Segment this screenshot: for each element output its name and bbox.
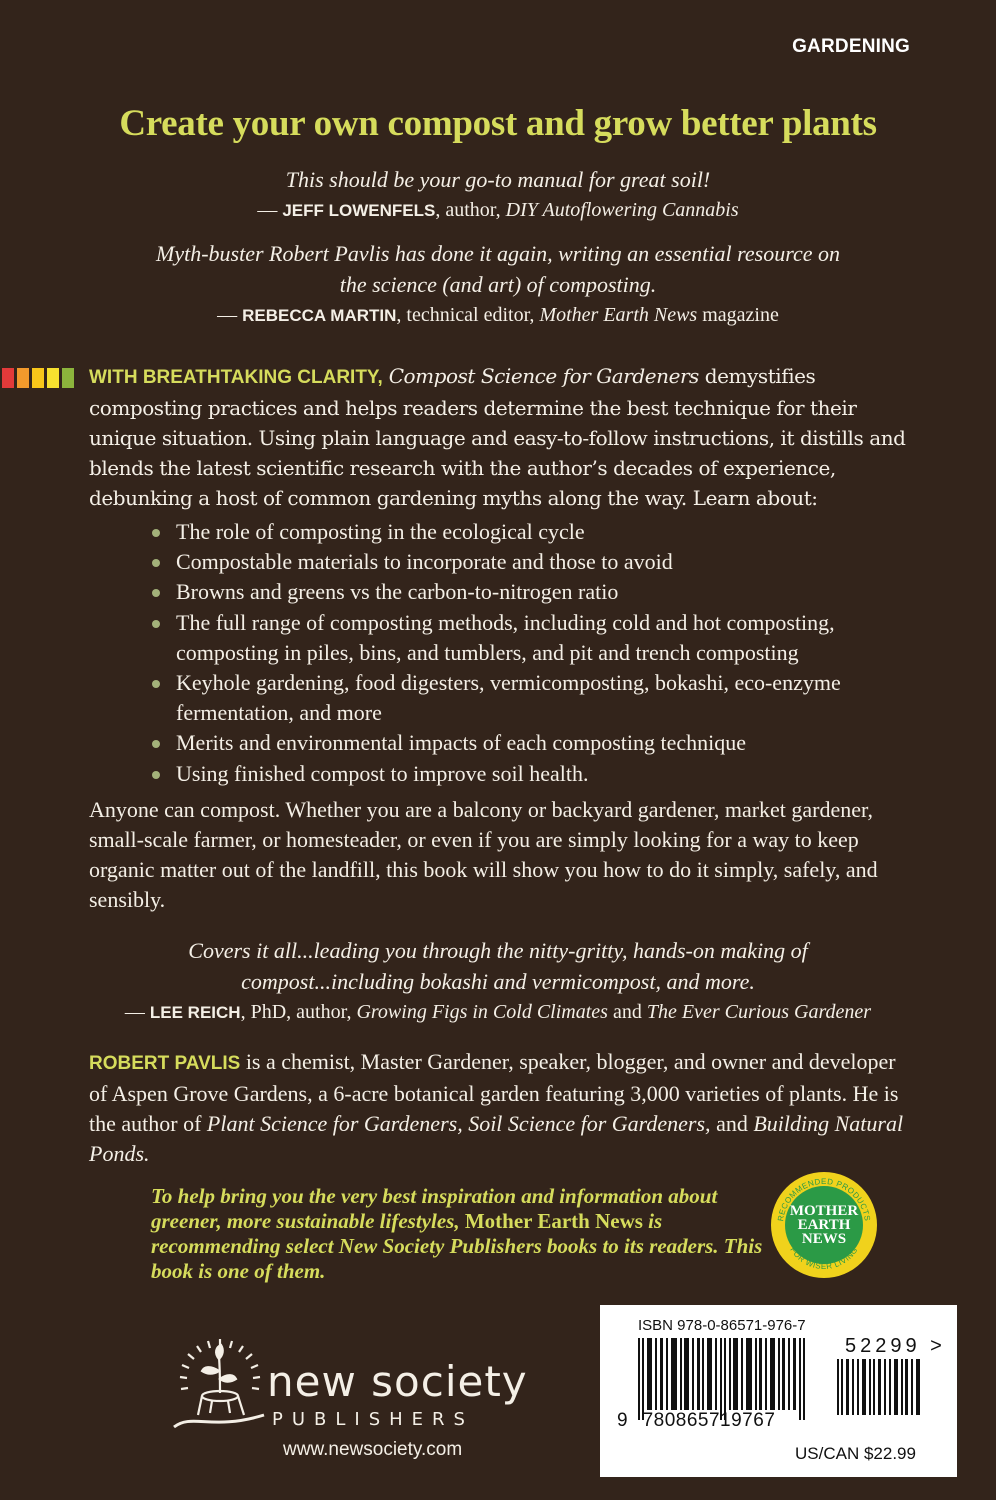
price-barcode-icon <box>837 1359 927 1415</box>
badge-ring-icon <box>771 1172 877 1278</box>
author-bio: ROBERT PAVLIS is a chemist, Master Gardener, speaker, blogger, and owner and developer of Aspen Grove Gardens, a 6-acre botanical garden featuring 3,000 varieties of plants. He is the author of Plant Science for Gardeners, Soil Science for Gardeners, and Building Natural Ponds. <box>89 1049 904 1166</box>
bullet-icon <box>152 771 160 779</box>
book-title: Compost Science for Gardeners <box>388 364 699 388</box>
price-code: 52299 > <box>845 1335 946 1357</box>
mother-earth-news-badge <box>771 1172 877 1278</box>
author-name: ROBERT PAVLIS <box>89 1053 241 1074</box>
testimonial-3 <box>60 935 936 1028</box>
color-bar-decoration <box>2 368 74 388</box>
quote-attribution: — LEE REICH, PhD, author, Growing Figs in Cold Climates and The Ever Curious Gardener <box>124 1001 872 1023</box>
quote-text-line2: compost...including bokashi and vermicompost, and more. <box>241 969 755 994</box>
bullet-icon <box>152 559 160 567</box>
color-swatch <box>17 368 29 388</box>
author-books: Plant Science for Gardeners, Soil Science for Gardeners, <box>206 1111 711 1136</box>
description-lead: WITH BREATHTAKING CLARITY, <box>89 367 383 388</box>
quote-work-2: The Ever Curious Gardener <box>646 1001 872 1023</box>
quote-attribution: — REBECCA MARTIN, technical editor, Mother Earth News magazine <box>217 304 779 326</box>
topics-list <box>150 517 920 789</box>
quote-text: This should be your go-to manual for great soil! <box>285 167 711 192</box>
testimonial-2 <box>60 238 936 331</box>
svg-text:RECOMMENDED PRODUCTS: RECOMMENDED PRODUCTS <box>776 1176 872 1222</box>
list-item: Browns and greens vs the carbon-to-nitrogen ratio <box>150 577 920 607</box>
bullet-icon <box>152 529 160 537</box>
quote-text-line1: Myth-buster Robert Pavlis has done it again, writing an essential resource on <box>156 241 840 266</box>
list-item: The role of composting in the ecological cycle <box>150 517 920 547</box>
category-label: GARDENING <box>792 36 910 57</box>
audience-paragraph: Anyone can compost. Whether you are a balcony or backyard gardener, market gardener, small-scale farmer, or homesteader, or even if you are simply looking for a way to keep organic matter out of the landfill, this book will show you how to do it simply, safely, and sensibly. <box>89 797 878 912</box>
tree-stump-sprout-icon <box>172 1335 268 1435</box>
color-swatch <box>2 368 14 388</box>
description-paragraph: WITH BREATHTAKING CLARITY, Compost Science for Gardeners demystifies composting practices and helps readers determine the best technique for their unique situation. Using plain language and easy-to-follow instructions, it distills and blends the latest scientific research with the author’s decades of experience, debunking a host of common gardening myths along the way. Learn about: <box>89 364 906 510</box>
quote-author: LEE REICH <box>149 1003 241 1022</box>
testimonial-1 <box>60 164 936 226</box>
isbn-barcode-icon <box>638 1338 818 1420</box>
quote-text-line2: the science (and art) of composting. <box>339 272 657 297</box>
quote-author: REBECCA MARTIN <box>242 306 397 325</box>
isbn-text: ISBN 978-0-86571-976-7 <box>638 1317 806 1334</box>
barcode-digits: 9 780865719767 <box>617 1410 776 1431</box>
publisher-name: new society <box>267 1357 528 1406</box>
quote-work: Mother Earth News <box>539 304 698 326</box>
list-item: Using finished compost to improve soil health. <box>150 759 920 789</box>
publisher-url[interactable]: www.newsociety.com <box>283 1439 463 1460</box>
list-item: Merits and environmental impacts of each composting technique <box>150 728 920 758</box>
promo-text: To help bring you the very best inspiration and information about greener, more sustainable lifestyles, Mother Earth News is recommending select New Society Publishers books to its readers. This book is one of them. <box>151 1184 763 1283</box>
svg-text:FOR WISER LIVING: FOR WISER LIVING <box>788 1245 860 1272</box>
price-text: US/CAN $22.99 <box>795 1444 916 1463</box>
list-item: Keyhole gardening, food digesters, vermicomposting, bokashi, eco-enzyme fermentation, and more <box>150 668 920 728</box>
bullet-icon <box>152 620 160 628</box>
quote-attribution: — JEFF LOWENFELS, author, DIY Autoflowering Cannabis <box>257 199 739 221</box>
color-swatch <box>47 368 59 388</box>
bullet-icon <box>152 680 160 688</box>
quote-work: DIY Autoflowering Cannabis <box>505 199 739 221</box>
promo-brand: Mother Earth News <box>464 1209 643 1233</box>
barcode-label <box>600 1305 957 1477</box>
color-swatch <box>32 368 44 388</box>
list-item: The full range of composting methods, including cold and hot composting, composting in piles, bins, and tumblers, and pit and trench composting <box>150 608 920 668</box>
list-item: Compostable materials to incorporate and those to avoid <box>150 547 920 577</box>
publisher-logo <box>172 1335 532 1475</box>
headline: Create your own compost and grow better plants <box>119 103 877 144</box>
badge-center: MOTHER EARTH NEWS <box>785 1186 863 1264</box>
bullet-icon <box>152 740 160 748</box>
author-book: Building Natural Ponds. <box>89 1111 904 1166</box>
bullet-icon <box>152 589 160 597</box>
color-swatch <box>62 368 74 388</box>
quote-author: JEFF LOWENFELS <box>282 201 436 220</box>
publisher-subtitle: PUBLISHERS <box>272 1409 474 1430</box>
quote-work: Growing Figs in Cold Climates <box>356 1001 608 1023</box>
quote-text-line1: Covers it all...leading you through the nitty-gritty, hands-on making of <box>188 938 808 963</box>
